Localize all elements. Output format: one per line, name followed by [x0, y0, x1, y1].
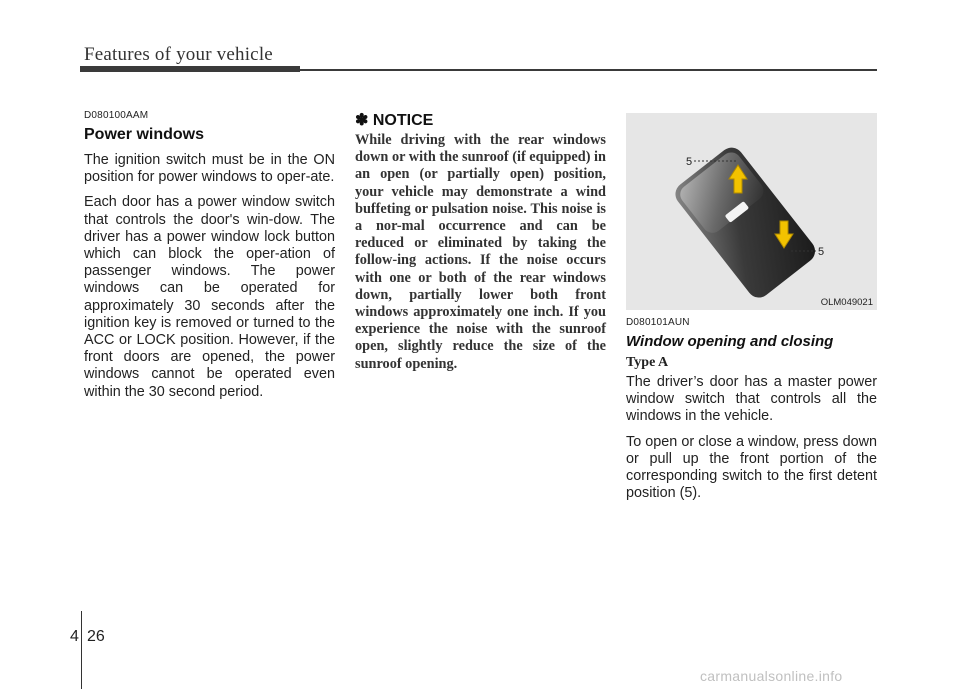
- page-number: 26: [87, 628, 105, 645]
- paragraph: To open or close a window, press down or pull up the front portion of the corresponding switch to the first detent position (5).: [626, 433, 877, 502]
- sub-heading: Window opening and closing: [626, 333, 834, 350]
- paragraph: The ignition switch must be in the ON position for power windows to oper-ate.: [84, 152, 335, 186]
- section-code: D080100AAM: [84, 110, 149, 121]
- header-rule-thick: [80, 66, 300, 72]
- column-notice: [355, 110, 606, 373]
- paragraph: The driver’s door has a master power window switch that controls all the windows in the vehicle.: [626, 374, 877, 425]
- window-switch-figure: [626, 113, 877, 310]
- notice-title: ✽ NOTICE: [355, 112, 434, 129]
- watermark: carmanualsonline.info: [700, 668, 843, 684]
- section-heading: Power windows: [84, 126, 205, 143]
- section-number: 4: [70, 628, 79, 645]
- figure-code: OLM049021: [820, 297, 873, 308]
- callout-label-up: 5: [686, 156, 693, 168]
- page-header-title: Features of your vehicle: [84, 44, 273, 65]
- column-power-windows: [84, 110, 335, 409]
- header-rule-thin: [300, 69, 877, 71]
- callout-label-down: 5: [818, 246, 825, 258]
- window-switch-illustration: [626, 113, 877, 310]
- section-code: D080101AUN: [626, 317, 690, 328]
- type-label: Type A: [626, 355, 669, 370]
- paragraph: Each door has a power window switch that controls the door's win-dow. The driver has a power window lock button which can block the oper-ation of passenger windows. The power windows can be operated for approximately 30 seconds after the ignition key is removed or turned to the ACC or LOCK position. However, if the front doors are opened, the power windows cannot be operated even within the 30 second period.: [84, 194, 335, 400]
- footer-divider: [81, 611, 82, 689]
- column-window-opening: [626, 110, 877, 510]
- notice-body: While driving with the rear windows down or with the sunroof (if equipped) in an open (or partially open) position, your vehicle may demonstrate a wind buffeting or pulsation noise. This noise is a nor-mal occurrence and can be reduced or eliminated by taking the follow-ing actions. If the noise occurs with one or both of the rear windows down, partially lower both front windows approximately one inch. If you experience the noise with the sunroof open, slightly reduce the size of the sunroof opening.: [355, 132, 606, 372]
